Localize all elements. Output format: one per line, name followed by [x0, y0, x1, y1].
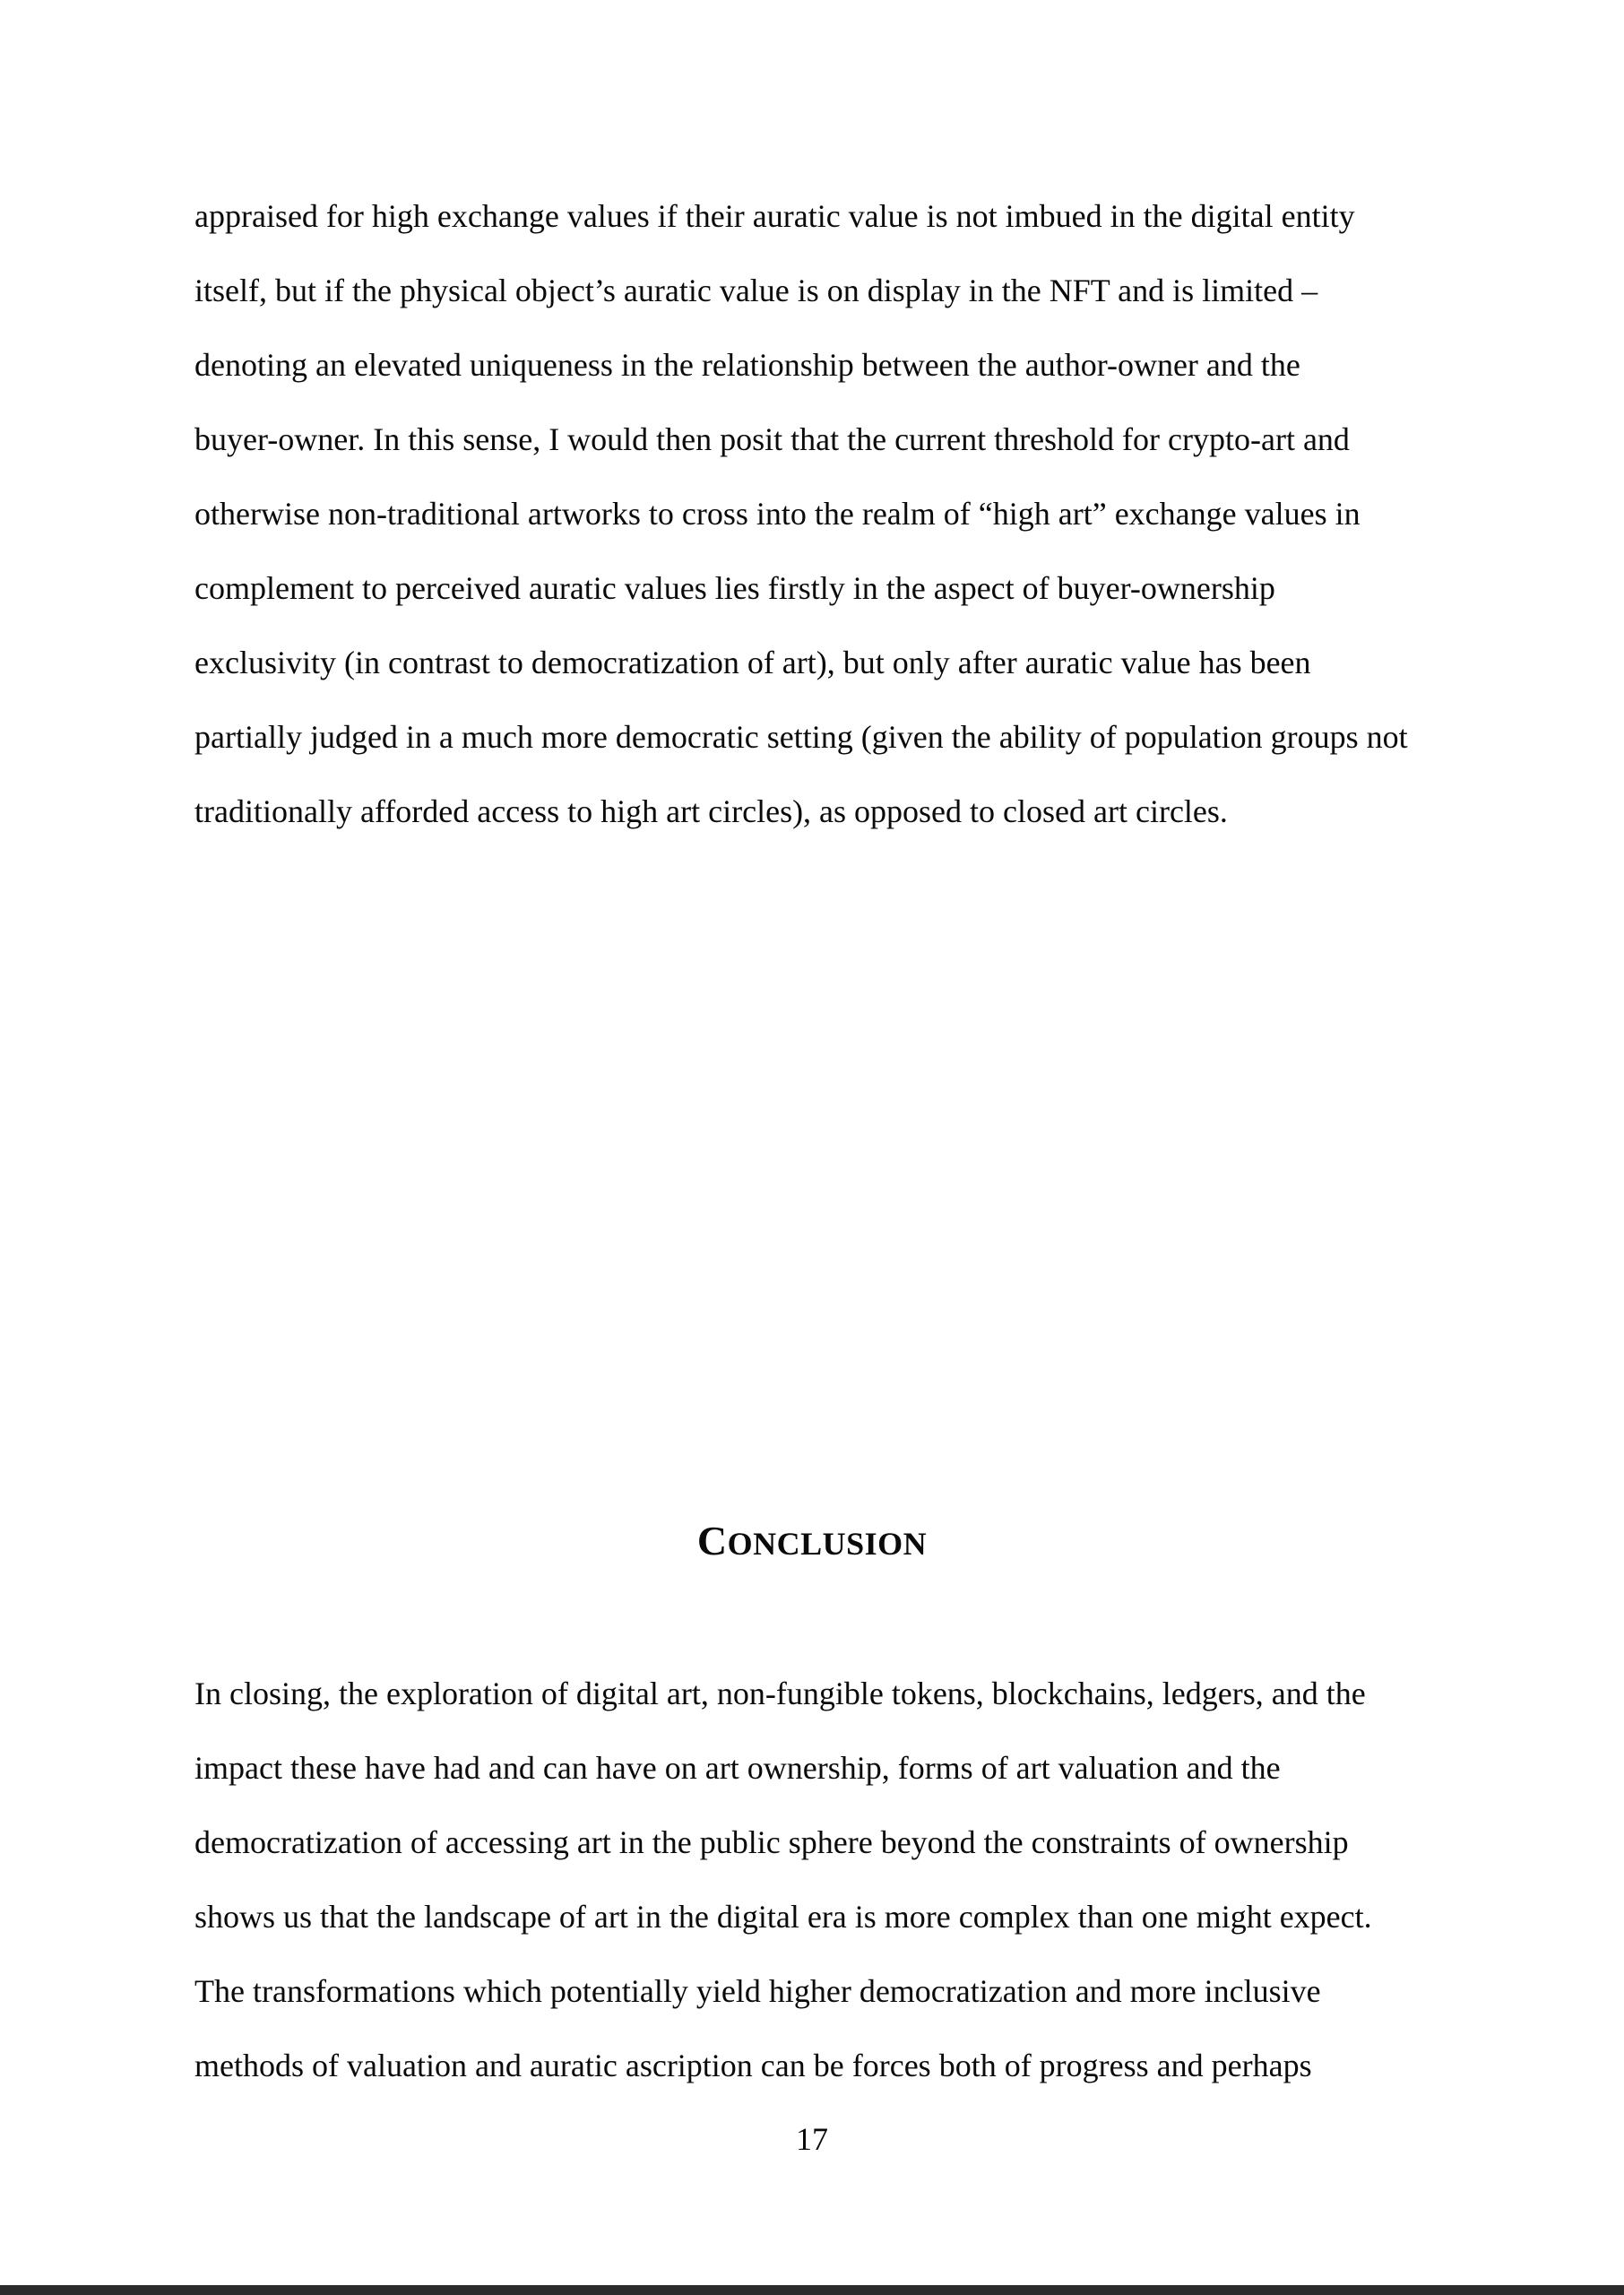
text-line: itself, but if the physical object’s auratic value is on display in the NFT and is limited – — [194, 273, 1318, 308]
section-heading-conclusion — [0, 1514, 1624, 1575]
text-line: traditionally afforded access to high art circles), as opposed to closed art circles. — [194, 793, 1228, 829]
text-line: denoting an elevated uniqueness in the relationship between the author-owner and the — [194, 347, 1300, 383]
text-line: The transformations which potentially yield higher democratization and more inclusive — [194, 1973, 1321, 2009]
text-line: impact these have had and can have on art ownership, forms of art valuation and the — [194, 1750, 1281, 1786]
body-paragraph-1 — [194, 179, 1516, 849]
page-bottom-edge — [0, 2285, 1624, 2295]
text-line: complement to perceived auratic values lies firstly in the aspect of buyer-ownership — [194, 570, 1275, 606]
text-line: methods of valuation and auratic ascription can be forces both of progress and perhaps — [194, 2048, 1312, 2083]
heading-first-letter: C — [696, 1518, 728, 1563]
text-line: In closing, the exploration of digital art, non-fungible tokens, blockchains, ledgers, and the — [194, 1676, 1366, 1711]
text-line: exclusivity (in contrast to democratization of art), but only after auratic value has been — [194, 645, 1311, 680]
text-line: democratization of accessing art in the public sphere beyond the constraints of ownership — [194, 1824, 1349, 1860]
heading-rest: ONCLUSION — [727, 1526, 928, 1562]
text-line: buyer-owner. In this sense, I would then posit that the current threshold for crypto-art and — [194, 421, 1350, 457]
body-paragraph-2 — [194, 1657, 1516, 2103]
text-line: partially judged in a much more democratic setting (given the ability of population groups not — [194, 719, 1408, 755]
page-number: 17 — [796, 2121, 828, 2157]
text-line: appraised for high exchange values if their auratic value is not imbued in the digital entity — [194, 198, 1355, 234]
text-line: shows us that the landscape of art in the digital era is more complex than one might expect. — [194, 1899, 1372, 1935]
text-line: otherwise non-traditional artworks to cross into the realm of “high art” exchange values in — [194, 496, 1361, 532]
